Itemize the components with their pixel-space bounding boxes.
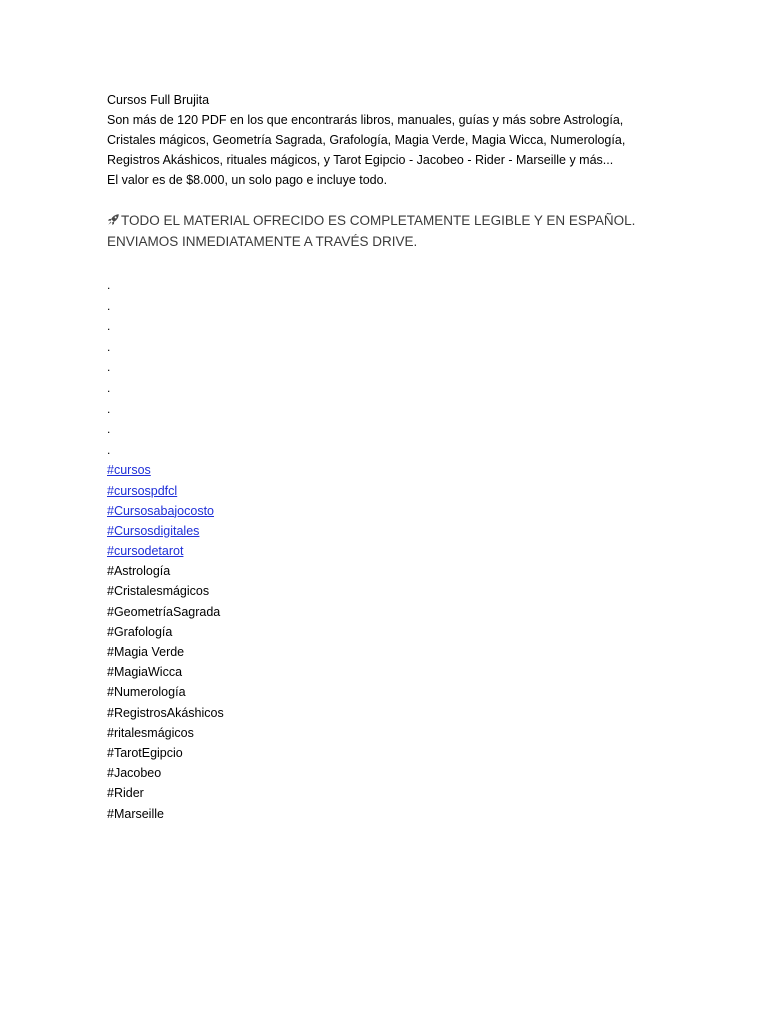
hashtag-text: #MagiaWicca [107, 665, 183, 680]
hashtag-item [107, 541, 687, 561]
hashtag-text: #Rider [107, 786, 144, 801]
hashtag-link-cursospdfcl[interactable]: #cursospdfcl [107, 483, 178, 498]
document-page [107, 90, 687, 824]
notice-line-1 [107, 210, 687, 231]
dot-separator: . [107, 380, 111, 395]
hashtag-link-cursos[interactable]: #cursos [107, 463, 151, 478]
dot-separator: . [107, 360, 111, 375]
hashtag-link-cursosdigitales[interactable]: #Cursosdigitales [107, 523, 200, 538]
notice-block [107, 210, 687, 252]
dot-separator: . [107, 442, 111, 457]
hashtag-item [107, 460, 687, 480]
hashtag-text: #Magia Verde [107, 645, 185, 660]
dot-separator: . [107, 278, 111, 292]
hashtag-link-cursosabajocosto[interactable]: #Cursosabajocosto [107, 503, 215, 518]
dot-separator: . [107, 401, 111, 416]
hashtag-item [107, 481, 687, 501]
document-title: Cursos Full Brujita [107, 93, 210, 107]
price-line: El valor es de $8.000, un solo pago e incluye todo. [107, 173, 388, 187]
hashtag-text: #ritalesmágicos [107, 725, 194, 740]
dot-separator: . [107, 319, 111, 334]
dot-separator: . [107, 339, 111, 354]
hashtag-text: #Grafología [107, 624, 173, 639]
intro-line: Registros Akáshicos, rituales mágicos, y Tarot Egipcio - Jacobeo - Rider - Marseille y más... [107, 153, 614, 167]
hashtag-text: #Numerología [107, 685, 186, 700]
hashtag-item [107, 501, 687, 521]
hashtag-item [107, 521, 687, 541]
hashtag-text: #TarotEgipcio [107, 745, 183, 760]
dot-separator: . [107, 422, 111, 437]
hashtag-link-cursodetarot[interactable]: #cursodetarot [107, 544, 184, 559]
notice-text-1: TODO EL MATERIAL OFRECIDO ES COMPLETAMENTE LEGIBLE Y EN ESPAÑOL. [121, 213, 636, 228]
notice-line-2: ENVIAMOS INMEDIATAMENTE A TRAVÉS DRIVE. [107, 234, 418, 249]
dot-separator: . [107, 298, 111, 313]
hashtag-text: #RegistrosAkáshicos [107, 705, 224, 720]
intro-line: Son más de 120 PDF en los que encontrarás libros, manuales, guías y más sobre Astrología, [107, 113, 624, 127]
hashtag-text: #GeometríaSagrada [107, 604, 221, 619]
hashtag-text: #Jacobeo [107, 766, 162, 781]
hashtag-text: #Marseille [107, 806, 164, 821]
intro-line: Cristales mágicos, Geometría Sagrada, Grafología, Magia Verde, Magia Wicca, Numerología, [107, 133, 626, 147]
hashtag-text: #Astrología [107, 564, 171, 579]
rocket-icon [107, 211, 120, 224]
dot-separator-list [107, 275, 687, 460]
hashtag-text: #Cristalesmágicos [107, 584, 210, 599]
hashtag-list [107, 460, 687, 823]
intro-paragraph [107, 90, 687, 190]
